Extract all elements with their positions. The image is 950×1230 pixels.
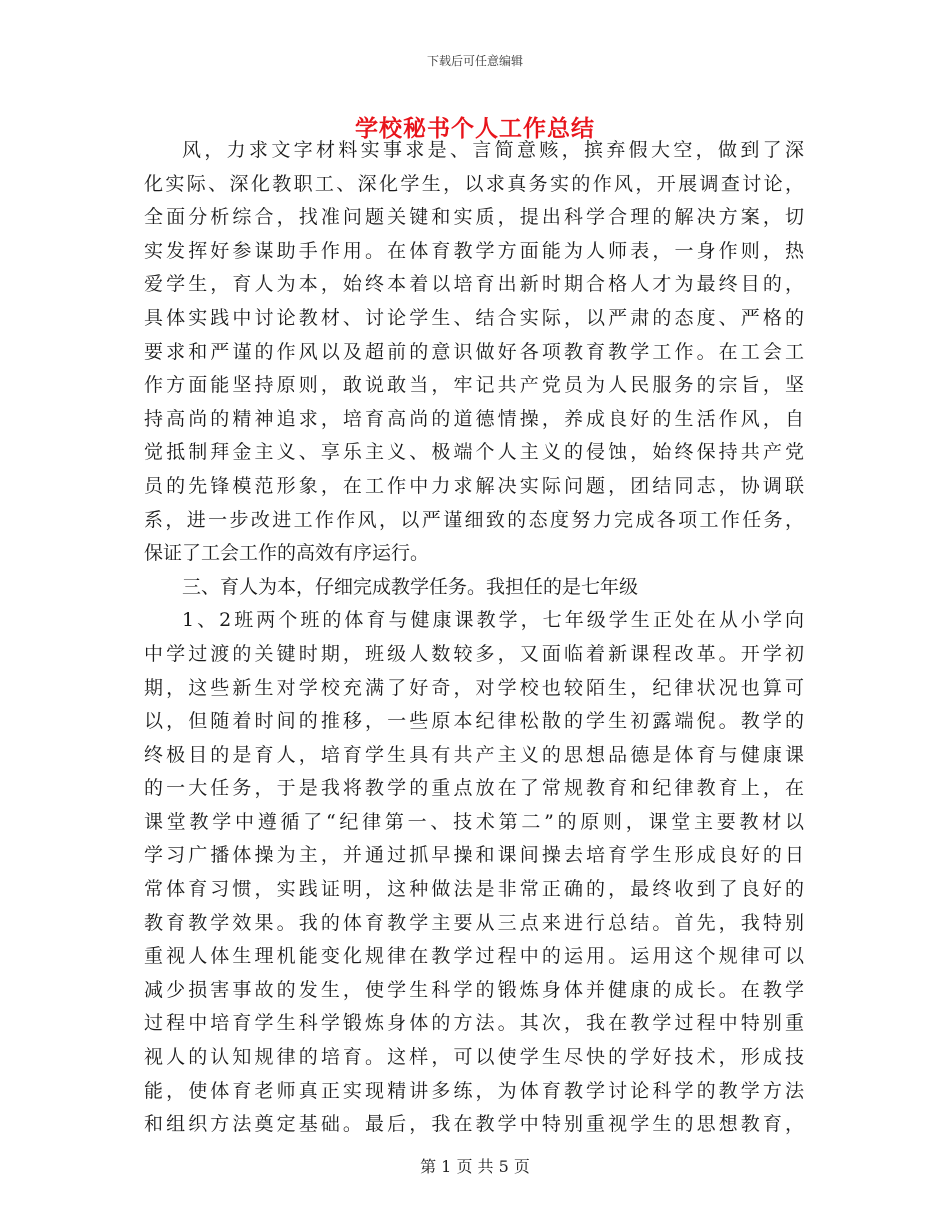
text-line: 要求和严谨的作风以及超前的意识做好各项教育教学工作。在工会工 [144,340,804,363]
page-footer: 第 1 页 共 5 页 [420,1157,530,1176]
text-line: 风，力求文字材料实事求是、言简意赅，摈弃假大空，做到了深 [182,139,804,161]
text-line: 1、2班两个班的体育与健康课教学，七年级学生正处在从小学向 [182,609,804,632]
text-line: 能，使体育老师真正实现精讲多练，为体育教学讨论科学的教学方法 [144,1079,804,1102]
text-line: 具体实践中讨论教材、讨论学生、结合实际，以严肃的态度、严格的 [144,306,804,329]
text-line: 觉抵制拜金主义、享乐主义、极端个人主义的侵蚀，始终保持共产党 [144,441,804,464]
paragraph [144,604,804,1142]
text-line: 学习广播体操为主，并通过抓早操和课间操去培育学生形成良好的日 [144,844,804,867]
text-line: 和组织方法奠定基础。最后，我在教学中特别重视学生的思想教育， [144,1113,804,1136]
text-line: 期，这些新生对学校充满了好奇，对学校也较陌生，纪律状况也算可 [144,676,804,699]
text-line: 以，但随着时间的推移，一些原本纪律松散的学生初露端倪。教学的 [144,710,804,733]
text-line: 爱学生，育人为本，始终本着以培育出新时期合格人才为最终目的， [144,273,804,296]
text-line: 持高尚的精神追求，培育高尚的道德情操，养成良好的生活作风，自 [144,407,804,430]
text-line: 减少损害事故的发生，使学生科学的锻炼身体并健康的成长。在教学 [144,978,804,1001]
text-line: 全面分析综合，找准问题关键和实质，提出科学合理的解决方案，切 [144,206,804,229]
text-line: 重视人体生理机能变化规律在教学过程中的运用。运用这个规律可以 [144,945,804,968]
text-line: 课堂教学中遵循了“纪律第一、技术第二”的原则，课堂主要教材以 [144,810,804,833]
document-title: 学校秘书个人工作总结 [355,116,595,142]
text-line: 作方面能坚持原则，敢说敢当，牢记共产党员为人民服务的宗旨，坚 [144,374,804,397]
paragraph [144,571,804,605]
paragraph [144,134,804,571]
text-line: 视人的认知规律的培育。这样，可以使学生尽快的学好技术，形成技 [144,1046,804,1069]
text-line: 过程中培育学生科学锻炼身体的方法。其次，我在教学过程中特别重 [144,1012,804,1035]
text-line: 常体育习惯，实践证明，这种做法是非常正确的，最终收到了良好的 [144,878,804,901]
text-line: 实发挥好参谋助手作用。在体育教学方面能为人师表，一身作则，热 [144,239,804,262]
text-line: 教育教学效果。我的体育教学主要从三点来进行总结。首先，我特别 [144,911,804,934]
text-line: 保证了工会工作的高效有序运行。 [144,542,430,565]
text-line: 中学过渡的关键时期，班级人数较多，又面临着新课程改革。开学初 [144,642,804,665]
document-body [144,134,804,1142]
header-note: 下载后可任意编辑 [426,54,523,68]
text-line: 三、育人为本，仔细完成教学任务。我担任的是七年级 [182,575,639,598]
text-line: 终极目的是育人，培育学生具有共产主义的思想品德是体育与健康课 [144,743,804,766]
text-line: 员的先锋模范形象，在工作中力求解决实际问题，团结同志，协调联 [144,474,804,497]
text-line: 化实际、深化教职工、深化学生，以求真务实的作风，开展调查讨论， [144,172,804,195]
text-line: 的一大任务，于是我将教学的重点放在了常规教育和纪律教育上，在 [144,777,804,800]
text-line: 系，进一步改进工作作风，以严谨细致的态度努力完成各项工作任务， [144,508,804,531]
